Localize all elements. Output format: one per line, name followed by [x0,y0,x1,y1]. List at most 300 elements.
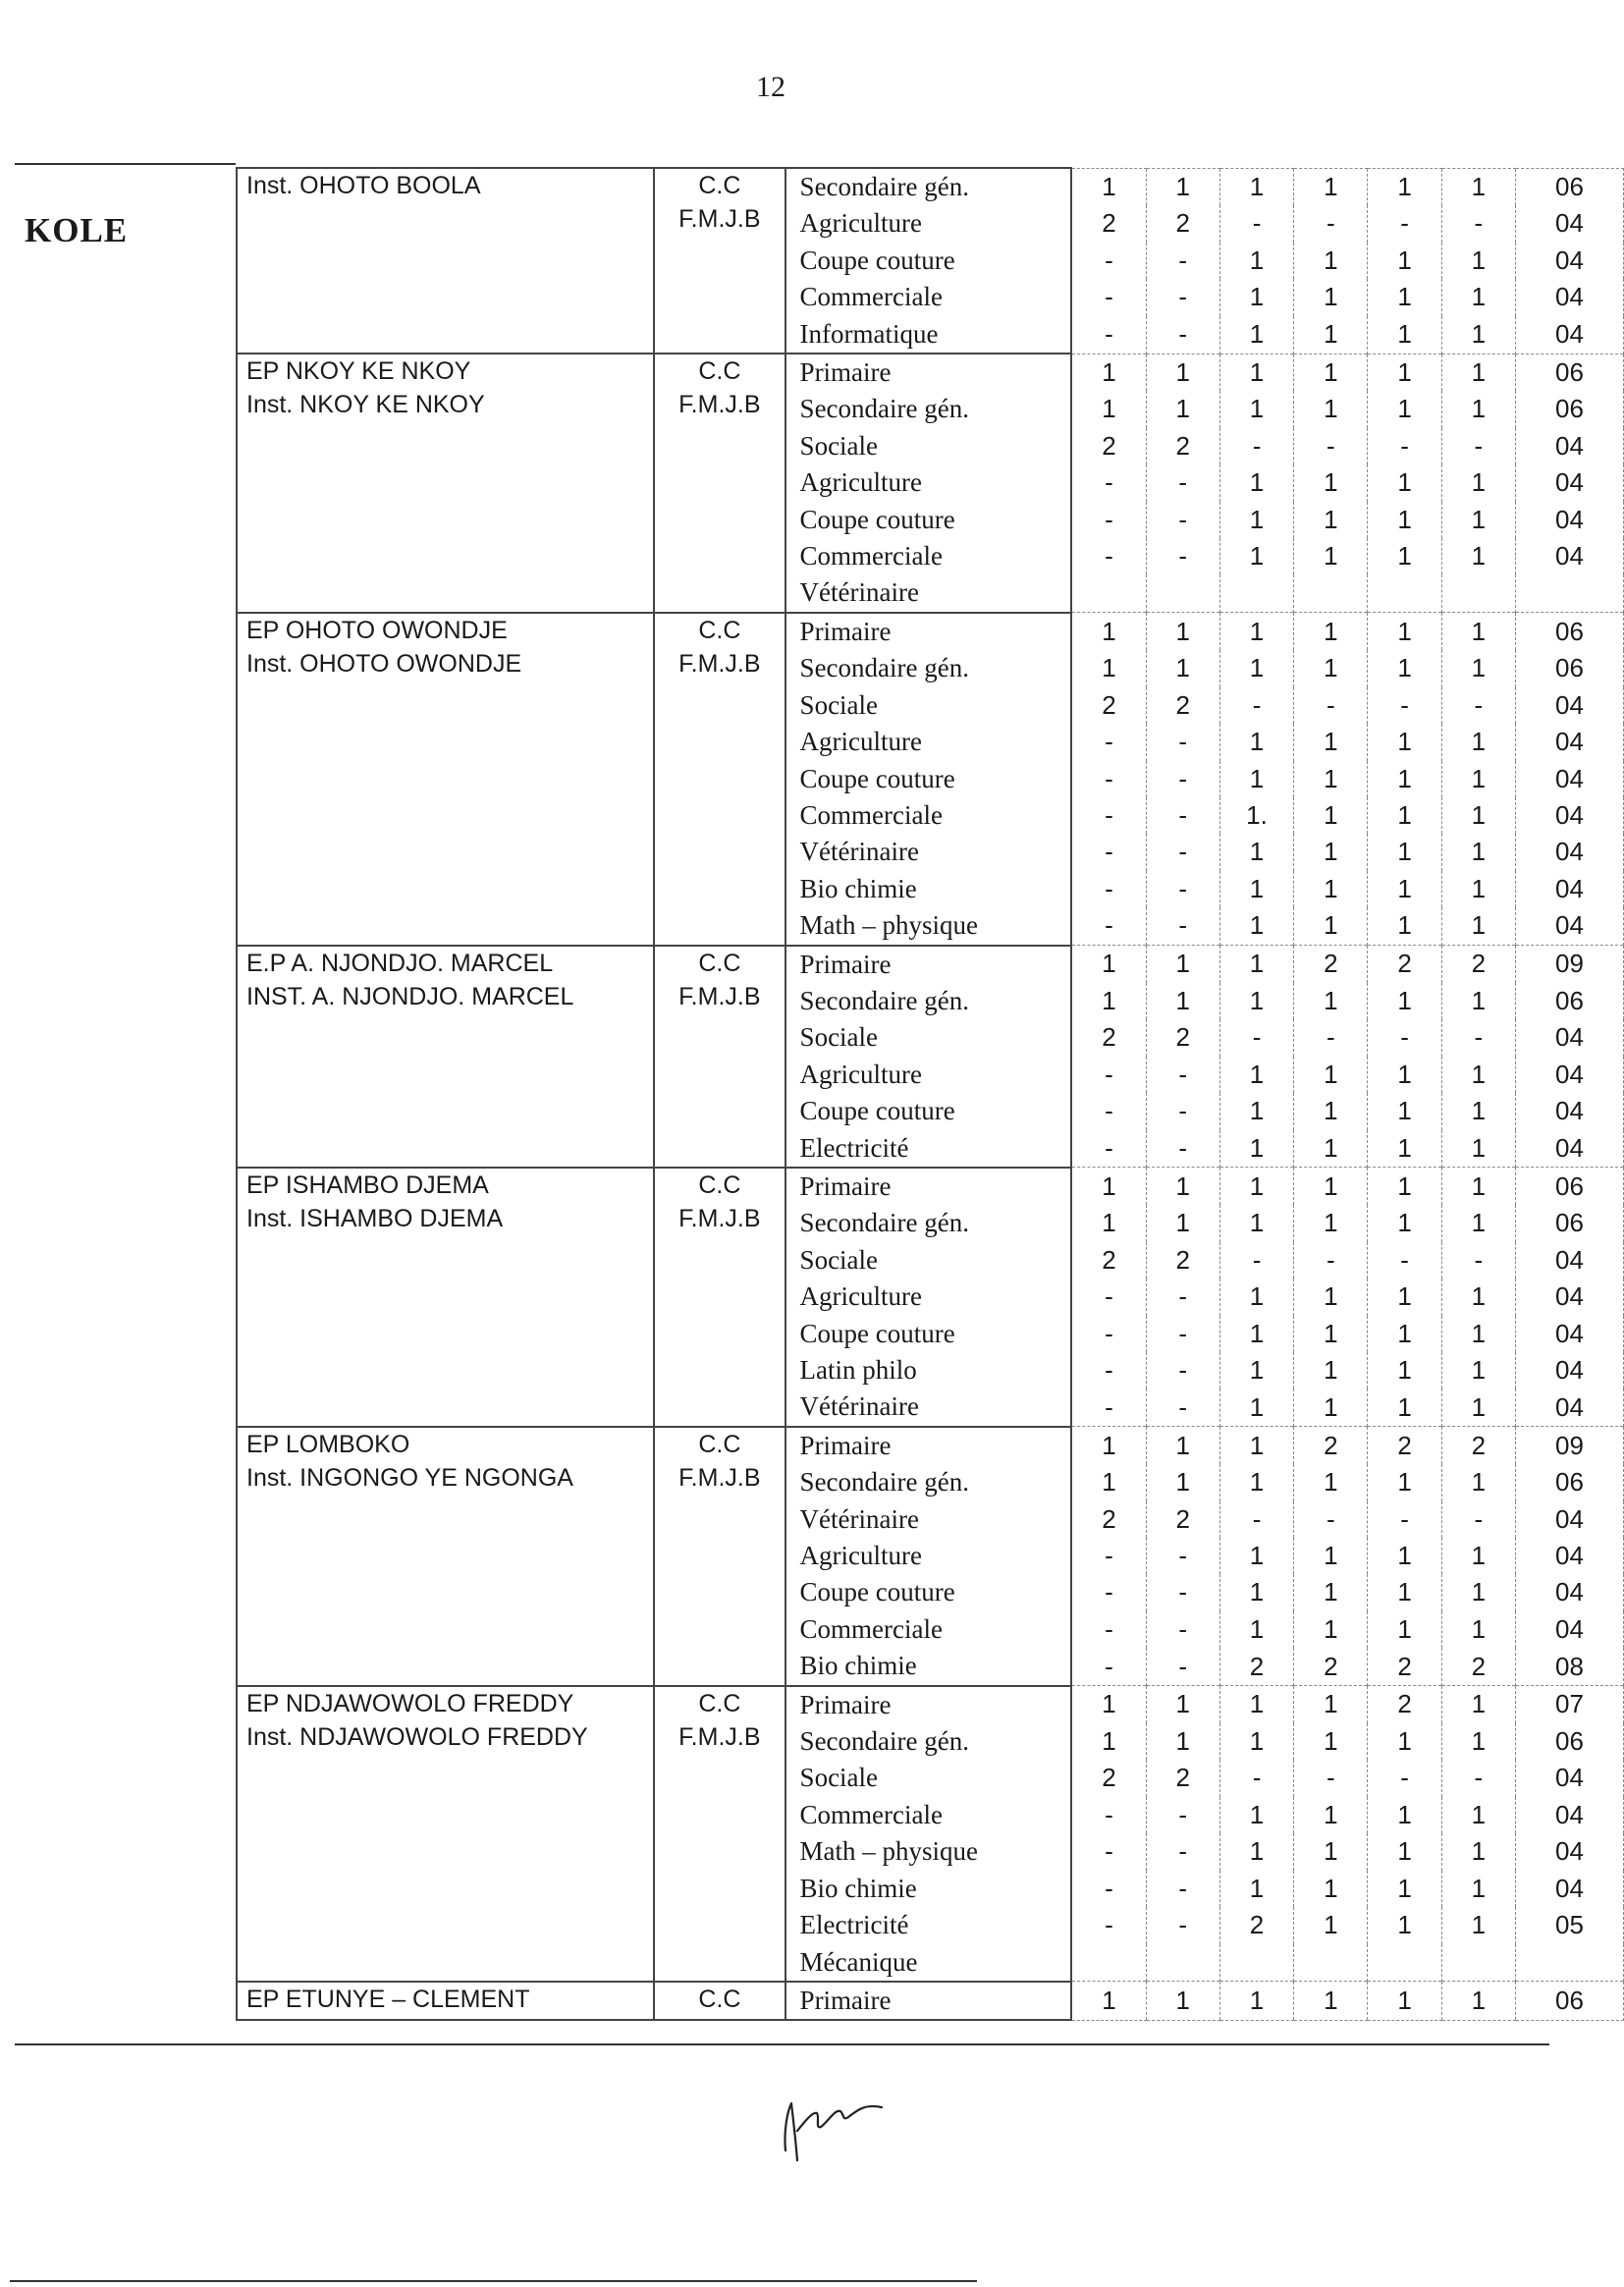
class-count: - [1294,1760,1368,1796]
class-count: 2 [1294,1648,1368,1685]
management-type: C.C [698,1430,741,1458]
class-count [1071,574,1146,612]
class-count: 1 [1071,1168,1146,1205]
row-total: 04 [1515,871,1623,907]
class-count [1071,1944,1146,1982]
school-names-cell [237,1982,654,2020]
class-count: 1 [1294,354,1368,391]
management-type-cell [654,613,785,946]
school-names-cell [237,946,654,1168]
class-count: 1 [1294,1833,1368,1870]
class-count: 1 [1441,1093,1515,1129]
class-count: 1 [1441,650,1515,686]
class-count: 1 [1219,316,1293,354]
class-count: 1 [1146,1723,1219,1760]
class-count: - [1105,837,1113,867]
class-count: - [1146,1130,1219,1168]
row-total: 08 [1515,1648,1623,1685]
class-count: 1 [1219,724,1293,760]
row-total: 06 [1515,391,1623,427]
class-count: 1 [1441,1279,1515,1315]
class-count: 1 [1368,1130,1441,1168]
management-type-cell [654,946,785,1168]
row-total [1515,574,1623,612]
class-count: 1. [1219,797,1293,834]
class-count: 1 [1441,983,1515,1019]
row-total: 04 [1515,1057,1623,1093]
management-type-cell [654,1982,785,2020]
management-type: F.M.J.B [678,982,761,1010]
row-total: 04 [1515,1574,1623,1610]
row-total: 05 [1515,1907,1623,1943]
management-type: F.M.J.B [678,1722,761,1751]
class-count: 1 [1368,1316,1441,1352]
class-count: 1 [1294,1057,1368,1093]
section-name: Primaire [785,613,1072,650]
row-total: 04 [1515,205,1623,242]
class-count: 2 [1219,1648,1293,1685]
school-names-cell [237,1427,654,1686]
class-count: 1 [1441,1797,1515,1833]
class-count: 1 [1368,279,1441,315]
school-name: EP LOMBOKO [246,1430,410,1458]
class-count: 1 [1219,834,1293,870]
school-names-cell [237,613,654,946]
class-count [1219,574,1293,612]
class-count: 1 [1441,797,1515,834]
class-count: - [1146,1611,1219,1648]
section-name: Electricité [785,1130,1072,1168]
class-count: - [1105,763,1113,793]
section-name: Agriculture [785,1057,1072,1093]
class-count: - [1105,727,1113,757]
class-count: - [1368,428,1441,464]
table-row [237,168,1624,205]
row-total: 04 [1515,687,1623,724]
class-count: - [1146,243,1219,279]
class-count: 1 [1294,1982,1368,2020]
school-names-cell [237,1168,654,1427]
section-name: Agriculture [785,205,1072,242]
management-type-cell [654,354,785,613]
class-count: 1 [1368,1279,1441,1315]
class-count: - [1146,1574,1219,1610]
class-count: - [1294,1019,1368,1056]
class-count: 1 [1441,1574,1515,1610]
class-count: 1 [1441,1168,1515,1205]
row-total: 04 [1515,279,1623,315]
class-count: 1 [1219,1093,1293,1129]
class-count: 1 [1368,243,1441,279]
class-count: - [1105,1541,1113,1571]
school-name: Inst. NDJAWOWOLO FREDDY [246,1722,588,1751]
class-count: 1 [1071,613,1146,650]
class-count: 2 [1102,1244,1116,1275]
class-count: - [1105,1391,1113,1422]
class-count: 1 [1146,354,1219,391]
class-count: - [1105,873,1113,903]
class-count: 2 [1146,1501,1219,1538]
class-count: - [1146,1057,1219,1093]
class-count: - [1441,428,1515,464]
class-count: 1 [1219,1316,1293,1352]
class-count: - [1105,799,1113,830]
class-count: 2 [1102,430,1116,461]
class-count: 1 [1294,1130,1368,1168]
class-count: 1 [1219,1871,1293,1907]
class-count: 1 [1368,1464,1441,1500]
class-count: 2 [1368,1686,1441,1723]
class-count: 1 [1294,464,1368,501]
class-count: 1 [1294,650,1368,686]
class-count: 1 [1368,1057,1441,1093]
class-count: 2 [1441,946,1515,983]
class-count: 1 [1441,1538,1515,1574]
class-count: 1 [1294,1611,1368,1648]
school-name: EP NKOY KE NKOY [246,357,471,386]
section-name: Sociale [785,687,1072,724]
class-count: 1 [1146,983,1219,1019]
class-count: - [1368,1501,1441,1538]
class-count: 1 [1294,1686,1368,1723]
management-type: C.C [698,1171,741,1199]
class-count: 1 [1294,1871,1368,1907]
class-count: 1 [1441,1723,1515,1760]
table-row [237,613,1624,650]
class-count: 1 [1219,243,1293,279]
class-count: 1 [1219,1427,1293,1464]
class-count: 1 [1368,1574,1441,1610]
row-total: 04 [1515,1316,1623,1352]
class-count: - [1441,1760,1515,1796]
class-count: - [1105,541,1113,572]
row-total: 04 [1515,1093,1623,1129]
class-count: 1 [1441,871,1515,907]
section-name: Secondaire gén. [785,391,1072,427]
section-name: Coupe couture [785,1093,1072,1129]
class-count: - [1146,724,1219,760]
class-count: 1 [1441,1982,1515,2020]
class-count: 1 [1071,354,1146,391]
section-name: Sociale [785,428,1072,464]
class-count: - [1146,1538,1219,1574]
management-type: F.M.J.B [678,1463,761,1492]
class-count: 1 [1368,391,1441,427]
class-count: 1 [1146,1464,1219,1500]
class-count: 1 [1219,391,1293,427]
class-count: - [1105,282,1113,312]
class-count: 1 [1294,1574,1368,1610]
row-total: 07 [1515,1686,1623,1723]
class-count: 1 [1368,1907,1441,1943]
row-total: 04 [1515,1833,1623,1870]
class-count: - [1368,687,1441,724]
class-count: 1 [1219,761,1293,797]
class-count: 1 [1368,464,1441,501]
class-count: 1 [1146,1982,1219,2020]
class-count: 1 [1294,1279,1368,1315]
row-total: 04 [1515,1871,1623,1907]
class-count: - [1146,1907,1219,1943]
row-total: 04 [1515,1019,1623,1056]
class-count: - [1368,1760,1441,1796]
section-name: Primaire [785,354,1072,391]
school-name: Inst. OHOTO BOOLA [246,172,481,199]
class-count: - [1294,428,1368,464]
class-count: 1 [1368,1797,1441,1833]
class-count: 1 [1219,1797,1293,1833]
class-count: 1 [1102,985,1116,1015]
school-names-cell [237,354,654,613]
table-row [237,354,1624,391]
class-count: 2 [1294,1427,1368,1464]
class-count: 1 [1368,907,1441,945]
management-type: C.C [698,172,741,199]
class-count: - [1294,205,1368,242]
class-count: 1 [1368,316,1441,354]
class-count: 1 [1368,1982,1441,2020]
class-count: 1 [1441,761,1515,797]
class-count: - [1146,316,1219,354]
section-name: Coupe couture [785,502,1072,538]
class-count: - [1105,1799,1113,1829]
school-name: INST. A. NJONDJO. MARCEL [246,982,574,1010]
class-count: 1 [1294,1464,1368,1500]
class-count: 1 [1368,1093,1441,1129]
class-count: 1 [1368,797,1441,834]
class-count: 1 [1294,243,1368,279]
class-count: 1 [1368,1205,1441,1241]
class-count: 1 [1146,1686,1219,1723]
section-name: Agriculture [785,1538,1072,1574]
section-name: Primaire [785,946,1072,983]
class-count: 1 [1219,871,1293,907]
class-count: 1 [1441,464,1515,501]
management-type-cell [654,1427,785,1686]
class-count [1368,574,1441,612]
management-type: F.M.J.B [678,1204,761,1232]
top-rule [15,163,236,165]
class-count: 2 [1146,1019,1219,1056]
class-count: 1 [1219,1982,1293,2020]
class-count: 1 [1294,983,1368,1019]
class-count: 1 [1441,1130,1515,1168]
class-count: 1 [1368,983,1441,1019]
class-count: 1 [1219,1723,1293,1760]
row-total: 04 [1515,428,1623,464]
section-name: Electricité [785,1907,1072,1943]
class-count: 1 [1441,1464,1515,1500]
class-count: - [1368,1242,1441,1279]
class-count [1294,1944,1368,1982]
class-count: - [1146,1316,1219,1352]
class-count: 1 [1294,1352,1368,1389]
class-count: 1 [1368,834,1441,870]
class-count: 1 [1294,1168,1368,1205]
section-name: Coupe couture [785,761,1072,797]
table-row [237,1982,1624,2020]
management-type: C.C [698,616,741,644]
section-name: Vétérinaire [785,834,1072,870]
section-name: Agriculture [785,1279,1072,1315]
class-count: 1 [1368,871,1441,907]
class-count: - [1105,1836,1113,1867]
management-type-cell [654,1168,785,1427]
row-total: 04 [1515,316,1623,354]
class-count: 2 [1441,1648,1515,1685]
section-name: Vétérinaire [785,1501,1072,1538]
school-names-cell [237,168,654,354]
section-name: Agriculture [785,464,1072,501]
class-count: 1 [1219,1538,1293,1574]
class-count: 1 [1441,907,1515,945]
school-name: EP ISHAMBO DJEMA [246,1171,489,1199]
class-count: 1 [1441,1907,1515,1943]
class-count: 1 [1219,1389,1293,1426]
class-count: 1 [1368,1538,1441,1574]
class-count: 1 [1219,1279,1293,1315]
row-total: 04 [1515,1352,1623,1389]
class-count: - [1146,538,1219,574]
class-count: 1 [1294,502,1368,538]
class-count: - [1219,1501,1293,1538]
row-total: 04 [1515,1760,1623,1796]
class-count: - [1146,834,1219,870]
class-count: 1 [1368,354,1441,391]
class-count: - [1105,1281,1113,1312]
row-total: 04 [1515,797,1623,834]
row-total: 04 [1515,1389,1623,1426]
row-total: 04 [1515,538,1623,574]
class-count: 1 [1146,391,1219,427]
row-total: 06 [1515,1205,1623,1241]
class-count: 1 [1219,1464,1293,1500]
class-count [1294,574,1368,612]
class-count: - [1294,1242,1368,1279]
row-total: 04 [1515,761,1623,797]
class-count: - [1219,205,1293,242]
class-count: 1 [1368,1723,1441,1760]
class-count: 1 [1146,1168,1219,1205]
class-count: 1 [1441,243,1515,279]
class-count: 1 [1441,354,1515,391]
row-total: 06 [1515,168,1623,205]
row-total: 04 [1515,1611,1623,1648]
class-count: 1 [1146,650,1219,686]
class-count: - [1105,1318,1113,1348]
row-total: 04 [1515,1279,1623,1315]
class-count: 1 [1219,1833,1293,1870]
row-total: 04 [1515,243,1623,279]
class-count: 1 [1294,1797,1368,1833]
section-name: Bio chimie [785,871,1072,907]
school-name: Inst. INGONGO YE NGONGA [246,1463,573,1492]
row-total: 04 [1515,1130,1623,1168]
class-count: 1 [1219,1130,1293,1168]
class-count: 1 [1441,168,1515,205]
row-total: 04 [1515,907,1623,945]
section-name: Coupe couture [785,1574,1072,1610]
row-total: 04 [1515,1797,1623,1833]
class-count: 1 [1368,650,1441,686]
class-count: - [1219,1760,1293,1796]
section-name: Coupe couture [785,243,1072,279]
class-count: 1 [1294,1389,1368,1426]
class-count: 1 [1441,613,1515,650]
class-count: 1 [1071,1686,1146,1723]
school-name: Inst. OHOTO OWONDJE [246,649,522,678]
management-type: C.C [698,357,741,386]
class-count: 1 [1219,907,1293,945]
class-count: 1 [1219,502,1293,538]
class-count: 1 [1368,1168,1441,1205]
class-count: - [1146,871,1219,907]
class-count: 1 [1368,724,1441,760]
class-count: 1 [1102,1208,1116,1238]
class-count: - [1146,797,1219,834]
section-name: Secondaire gén. [785,168,1072,205]
class-count: 1 [1441,1871,1515,1907]
class-count: 1 [1146,1205,1219,1241]
class-count: 1 [1219,279,1293,315]
class-count: - [1441,1501,1515,1538]
class-count: 1 [1368,1871,1441,1907]
class-count: 1 [1441,1316,1515,1352]
class-count: 1 [1368,1611,1441,1648]
class-count: 1 [1102,394,1116,424]
class-count: 1 [1441,1389,1515,1426]
row-total: 09 [1515,946,1623,983]
class-count: 1 [1441,502,1515,538]
territory-label: KOLE [25,211,129,249]
class-count: 1 [1294,1538,1368,1574]
class-count: - [1105,1132,1113,1163]
row-total: 04 [1515,724,1623,760]
class-count: 1 [1441,1352,1515,1389]
row-total: 04 [1515,834,1623,870]
class-count: - [1368,205,1441,242]
class-count: - [1105,1910,1113,1940]
class-count [1368,1944,1441,1982]
class-count: 2 [1146,1760,1219,1796]
class-count: 1 [1219,1057,1293,1093]
class-count: 1 [1219,983,1293,1019]
table-row [237,1168,1624,1205]
section-name: Secondaire gén. [785,1723,1072,1760]
class-count: 1 [1219,1352,1293,1389]
section-name: Vétérinaire [785,1389,1072,1426]
class-count: 1 [1071,946,1146,983]
class-count: 1 [1294,1093,1368,1129]
class-count: 1 [1219,538,1293,574]
school-name: Inst. NKOY KE NKOY [246,391,485,419]
class-count: - [1294,1501,1368,1538]
class-count: 1 [1219,1574,1293,1610]
management-type: F.M.J.B [678,391,761,419]
class-count: - [1219,428,1293,464]
class-count: 2 [1146,1242,1219,1279]
class-count: 1 [1219,1686,1293,1723]
page-number: 12 [756,71,785,103]
section-name: Primaire [785,1686,1072,1723]
section-name: Agriculture [785,724,1072,760]
section-name: Commerciale [785,279,1072,315]
class-count [1146,574,1219,612]
class-count: 1 [1441,1686,1515,1723]
section-name: Commerciale [785,797,1072,834]
class-count: 1 [1441,316,1515,354]
row-total: 04 [1515,502,1623,538]
